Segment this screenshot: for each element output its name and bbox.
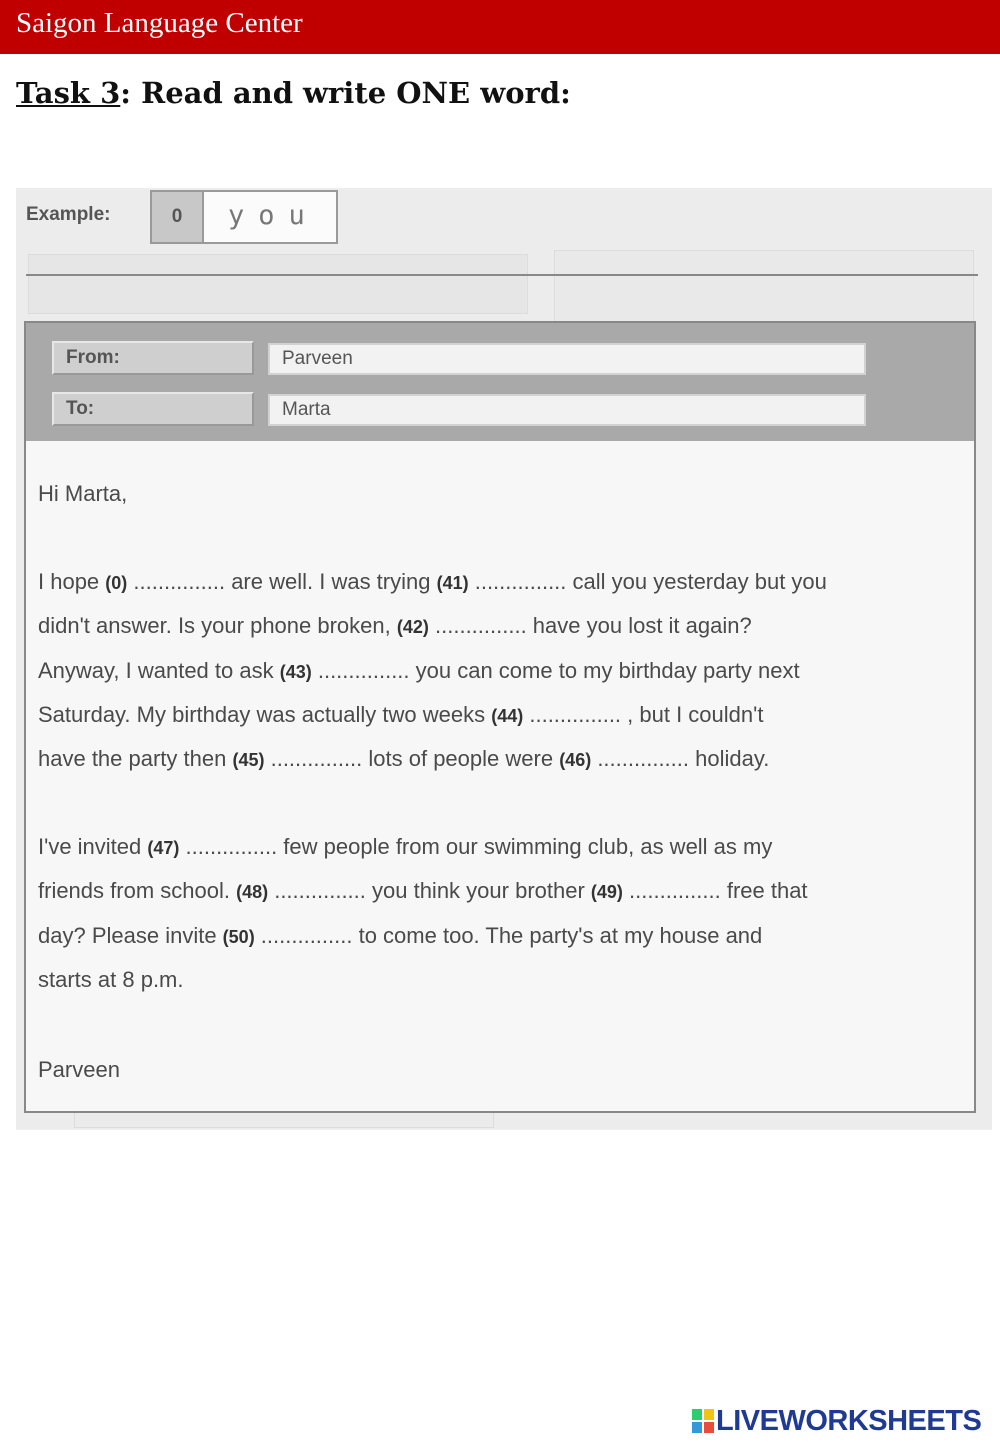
email-text: ............... few people from our swimming club, as well as my — [179, 834, 773, 859]
email-line — [38, 834, 772, 860]
task-number: Task 3 — [16, 76, 121, 110]
top-banner — [0, 0, 1000, 54]
scanned-exercise — [16, 188, 992, 1130]
email-text: ............... holiday. — [591, 746, 770, 771]
from-label: From: — [52, 341, 254, 375]
email-text: ............... , but I couldn't — [523, 702, 764, 727]
email-text: Saturday. My birthday was actually two weeks — [38, 702, 492, 727]
email-text: ............... you think your brother — [268, 878, 591, 903]
email-text: ............... lots of people were — [264, 746, 560, 771]
gap-number: (45) — [232, 750, 265, 770]
email-text: friends from school. — [38, 878, 237, 903]
email-signature: Parveen — [38, 1057, 120, 1082]
example-number: 0 — [152, 192, 204, 242]
gap-number: (46) — [559, 750, 592, 770]
email-greeting: Hi Marta, — [38, 481, 128, 506]
email-message — [24, 321, 976, 1113]
email-text: ............... to come too. The party's at my house and — [254, 923, 763, 948]
email-line — [38, 702, 763, 728]
gap-number: (47) — [147, 838, 180, 858]
email-line — [38, 923, 762, 949]
to-field: Marta — [268, 394, 866, 426]
example-label: Example: — [26, 204, 111, 225]
gap-number: (44) — [491, 706, 524, 726]
divider-line — [26, 274, 978, 276]
email-line — [38, 569, 827, 595]
email-text: ............... call you yesterday but you — [468, 569, 827, 594]
email-text: starts at 8 p.m. — [38, 967, 184, 992]
gap-number: (49) — [590, 882, 623, 902]
email-line — [38, 658, 800, 684]
task-instruction: : Read and write ONE word: — [120, 76, 571, 110]
email-text: have the party then — [38, 746, 233, 771]
gap-number: (41) — [436, 573, 469, 593]
gap-number: (48) — [236, 882, 269, 902]
email-text: I've invited — [38, 834, 148, 859]
email-line — [38, 613, 752, 639]
brand-name: Saigon Language Center — [16, 7, 303, 39]
task-title — [16, 76, 571, 110]
email-text: day? Please invite — [38, 923, 223, 948]
email-line — [38, 878, 808, 904]
email-text: Anyway, I wanted to ask — [38, 658, 280, 683]
email-text: ............... are well. I was trying — [127, 569, 437, 594]
email-line — [38, 746, 769, 772]
gap-number: (42) — [396, 617, 429, 637]
logo-text: LIVEWORKSHEETS — [716, 1405, 982, 1437]
email-text: I hope — [38, 569, 106, 594]
email-header — [26, 323, 974, 441]
example-answer-box — [150, 190, 338, 244]
example-answer: you — [228, 200, 319, 231]
gap-number: (50) — [222, 927, 255, 947]
gap-number: (43) — [279, 662, 312, 682]
email-text: ............... you can come to my birthday party next — [311, 658, 800, 683]
from-field: Parveen — [268, 343, 866, 375]
logo-icon — [692, 1409, 714, 1433]
email-line — [38, 967, 184, 993]
gap-number: (0) — [105, 573, 128, 593]
email-text: ............... free that — [622, 878, 808, 903]
email-text: ............... have you lost it again? — [428, 613, 752, 638]
to-label: To: — [52, 392, 254, 426]
ghost-panel — [28, 254, 528, 314]
email-text: didn't answer. Is your phone broken, — [38, 613, 397, 638]
